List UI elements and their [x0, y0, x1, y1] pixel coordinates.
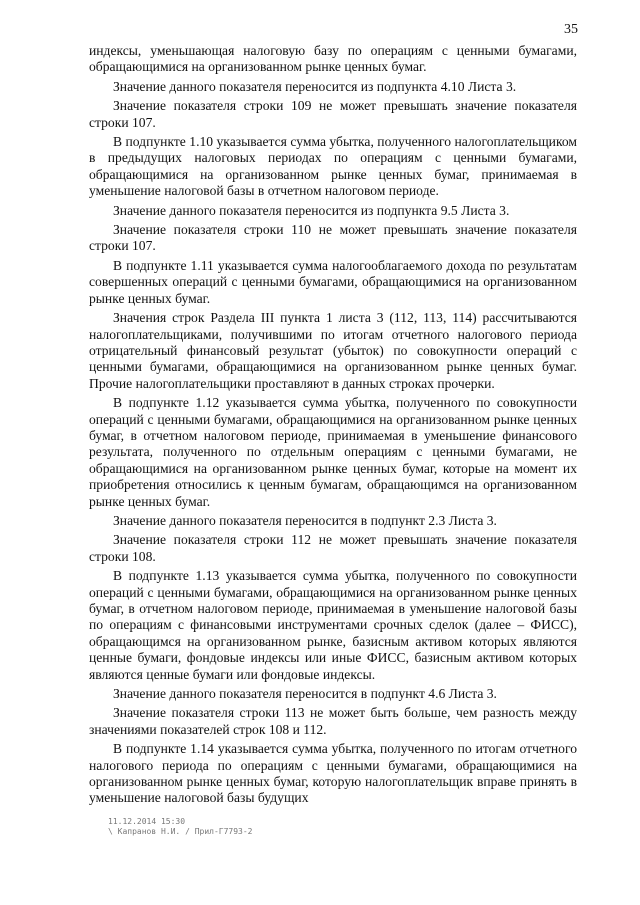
paragraph: В подпункте 1.14 указывается сумма убытка, полученного по итогам отчетного налогового периода по операциям с ценными бумагами, обращающимися на организованном рынке ценных бумаг, которую налогоплательщик вправе принять в уменьшение налоговой базы будущих	[89, 741, 577, 806]
paragraph: Значение данного показателя переносится в подпункт 2.3 Листа 3.	[113, 512, 497, 528]
paragraph: В подпункте 1.12 указывается сумма убытка, полученного по совокупности операций с ценными бумагами, обращающимися на организованном рынке ценных бумаг, в отчетном налоговом периоде, принимаемая в уменьшение финансового результата, полученного по отдельным операциям с ценными бумагами, не обращающимися на организованном рынке ценных бумаг, которые на момент их приобретения относились к ценным бумагам, обращающимся на организованном рынке ценных бумаг.	[89, 395, 577, 509]
footer-document-id: \ Капранов Н.И. / Прил-Г7793-2	[108, 827, 253, 836]
paragraph: В подпункте 1.10 указывается сумма убытка, полученного налогоплательщиком в предыдущих налоговых периодах по операциям с ценными бумагами, обращающимися на организованном рынке ценных бумаг, принимаемая в уменьшение налоговой базы в отчетном налоговом периоде.	[89, 134, 577, 199]
paragraph: Значения строк Раздела III пункта 1 листа 3 (112, 113, 114) рассчитываются налогоплательщиками, получившими по итогам отчетного налогового периода отрицательный финансовый результат (убыток) по совокупности операций с ценными бумагами, обращающимися на организованном рынке ценных бумаг. Прочие налогоплательщики проставляют в данных строках прочерки.	[89, 310, 577, 391]
paragraph: Значение данного показателя переносится в подпункт 4.6 Листа 3.	[113, 686, 497, 702]
paragraph: Значение показателя строки 112 не может превышать значение показателя строки 108.	[89, 532, 577, 564]
paragraph: Значение данного показателя переносится из подпункта 9.5 Листа 3.	[113, 202, 510, 218]
paragraph: В подпункте 1.13 указывается сумма убытка, полученного по совокупности операций с ценными бумагами, обращающимися на организованном рынке ценных бумаг, в отчетном налоговом периоде, принимаемая в уменьшение налоговой базы по операциям с финансовыми инструментами срочных сделок (далее – ФИСС), обращающимся на организованном рынке, базисным активом которых являются ценные бумаги, фондовые индексы или иные ФИСС, базисным активом которых являются ценные бумаги или фондовые индексы.	[89, 568, 577, 682]
document-body	[89, 43, 577, 810]
paragraph: Значение данного показателя переносится из подпункта 4.10 Листа 3.	[113, 78, 517, 94]
paragraph: Значение показателя строки 113 не может быть больше, чем разность между значениями показателей строк 108 и 112.	[89, 705, 577, 737]
page-number: 35	[564, 22, 578, 37]
paragraph: В подпункте 1.11 указывается сумма налогооблагаемого дохода по результатам совершенных операций с ценными бумагами, обращающимися на организованном рынке ценных бумаг.	[89, 257, 577, 306]
paragraph: Значение показателя строки 110 не может превышать значение показателя строки 107.	[89, 222, 577, 254]
footer-timestamp: 11.12.2014 15:30	[108, 817, 186, 826]
paragraph: индексы, уменьшающая налоговую базу по операциям с ценными бумагами, обращающимися на организованном рынке ценных бумаг.	[89, 43, 577, 75]
paragraph: Значение показателя строки 109 не может превышать значение показателя строки 107.	[89, 98, 577, 130]
document-footer	[108, 817, 253, 837]
